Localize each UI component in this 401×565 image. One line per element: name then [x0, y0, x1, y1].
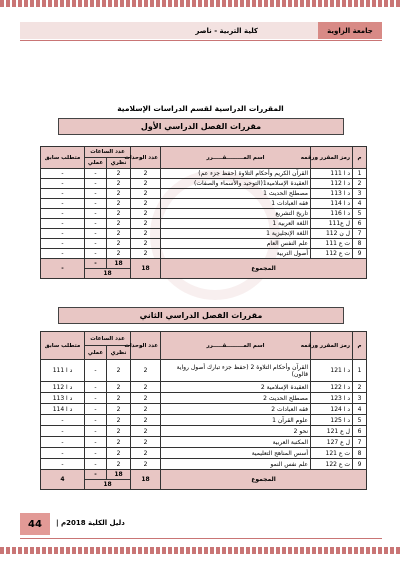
cell-practical: -: [85, 437, 107, 448]
cell-practical: -: [85, 249, 107, 259]
cell-units: 2: [131, 239, 161, 249]
cell-prereq: -: [41, 219, 85, 229]
cell-num: 4: [353, 404, 367, 415]
cell-code: ل ع 127: [311, 437, 353, 448]
cell-practical: -: [85, 219, 107, 229]
cell-units: 2: [131, 179, 161, 189]
semester-2-title: مقررات الفصل الدراسي الثاني: [58, 307, 344, 324]
cell-units: 2: [131, 415, 161, 426]
total-hours: 18: [85, 269, 131, 279]
cell-num: 8: [353, 448, 367, 459]
header-code: رمز المقرر ورقمه: [311, 147, 353, 169]
cell-prereq: -: [41, 448, 85, 459]
cell-theory: 2: [107, 199, 131, 209]
cell-prereq: -: [41, 249, 85, 259]
cell-practical: -: [85, 426, 107, 437]
total-row: [41, 259, 367, 269]
cell-code: د ا 125: [311, 415, 353, 426]
cell-theory: 2: [107, 393, 131, 404]
cell-practical: -: [85, 209, 107, 219]
decorative-border-bottom: [0, 547, 401, 554]
cell-theory: 2: [107, 249, 131, 259]
cell-prereq: -: [41, 209, 85, 219]
cell-theory: 2: [107, 169, 131, 179]
cell-name: القرآن وأحكام التلاوة 2 (حفظ جزء تبارك أصول رواية قالون): [161, 360, 311, 382]
total-prereq: -: [41, 259, 85, 279]
cell-name: مصطلح الحديث 2: [161, 393, 311, 404]
header-prereq: متطلب سابق: [41, 147, 85, 169]
table-row: [41, 219, 367, 229]
cell-prereq: د ا 114: [41, 404, 85, 415]
cell-num: 6: [353, 219, 367, 229]
cell-name: اللغة العربية 1: [161, 219, 311, 229]
cell-num: 9: [353, 459, 367, 470]
table-row: [41, 189, 367, 199]
cell-name: تاريخ التشريع: [161, 209, 311, 219]
total-theory: 18: [107, 259, 131, 269]
cell-num: 8: [353, 239, 367, 249]
cell-num: 5: [353, 209, 367, 219]
cell-units: 2: [131, 249, 161, 259]
semester-1-title: مقررات الفصل الدراسي الأول: [58, 118, 344, 135]
header-theory: نظري: [107, 158, 131, 169]
cell-practical: -: [85, 179, 107, 189]
cell-num: 2: [353, 382, 367, 393]
table-row: [41, 437, 367, 448]
cell-prereq: -: [41, 459, 85, 470]
cell-name: فقه العبادات 2: [161, 404, 311, 415]
cell-theory: 2: [107, 209, 131, 219]
cell-units: 2: [131, 199, 161, 209]
cell-practical: -: [85, 382, 107, 393]
table-row: [41, 415, 367, 426]
table-row: [41, 249, 367, 259]
cell-units: 2: [131, 360, 161, 382]
cell-name: العقيدة الإسلامية1(التوحيد والأسماء والصفات): [161, 179, 311, 189]
cell-code: ل ن 112: [311, 229, 353, 239]
header-name: اسم المـــــــــقـــــرر: [161, 332, 311, 360]
header-num: م: [353, 147, 367, 169]
cell-theory: 2: [107, 459, 131, 470]
header-code: رمز المقرر ورقمه: [311, 332, 353, 360]
header-practical: عملي: [85, 346, 107, 360]
cell-name: فقه العبادات 1: [161, 199, 311, 209]
cell-code: د ا 121: [311, 360, 353, 382]
cell-units: 2: [131, 229, 161, 239]
total-practical: -: [85, 259, 107, 269]
page-title: المقررات الدراسية لقسم الدراسات الإسلامية: [117, 104, 284, 113]
cell-theory: 2: [107, 426, 131, 437]
table-row: [41, 199, 367, 209]
total-practical: -: [85, 470, 107, 480]
cell-code: د ا 113: [311, 189, 353, 199]
cell-theory: 2: [107, 179, 131, 189]
table-row: [41, 229, 367, 239]
cell-code: د ا 122: [311, 382, 353, 393]
cell-theory: 2: [107, 219, 131, 229]
cell-theory: 2: [107, 229, 131, 239]
cell-name: نحو 2: [161, 426, 311, 437]
header-theory: نظري: [107, 346, 131, 360]
cell-theory: 2: [107, 437, 131, 448]
cell-num: 9: [353, 249, 367, 259]
cell-units: 2: [131, 437, 161, 448]
total-label: المجموع: [161, 470, 367, 490]
cell-practical: -: [85, 169, 107, 179]
decorative-border-top: [0, 0, 401, 7]
cell-name: القرآن الكريم وأحكام التلاوة (حفظ جزء عم): [161, 169, 311, 179]
semester-1-table: [40, 146, 367, 279]
total-row: [41, 470, 367, 480]
header-units: عدد الوحدات: [131, 332, 161, 360]
cell-name: أسس المناهج التعليمية: [161, 448, 311, 459]
cell-practical: -: [85, 239, 107, 249]
cell-prereq: -: [41, 199, 85, 209]
cell-prereq: -: [41, 415, 85, 426]
header-hours: عدد الساعات: [85, 147, 131, 158]
cell-units: 2: [131, 382, 161, 393]
cell-practical: -: [85, 393, 107, 404]
header-hours: عدد الساعات: [85, 332, 131, 346]
cell-code: ت ع 122: [311, 459, 353, 470]
cell-code: د ا 111: [311, 169, 353, 179]
cell-code: ل ع 121: [311, 426, 353, 437]
header-divider: [20, 40, 382, 41]
cell-theory: 2: [107, 360, 131, 382]
university-name: جامعة الزاوية: [318, 22, 382, 39]
cell-num: 2: [353, 179, 367, 189]
cell-name: مصطلح الحديث 1: [161, 189, 311, 199]
cell-theory: 2: [107, 382, 131, 393]
cell-code: د ا 123: [311, 393, 353, 404]
total-units: 18: [131, 259, 161, 279]
cell-units: 2: [131, 459, 161, 470]
total-theory: 18: [107, 470, 131, 480]
total-prereq: 4: [41, 470, 85, 490]
cell-name: علم النفس العام: [161, 239, 311, 249]
header-num: م: [353, 332, 367, 360]
table-row: [41, 169, 367, 179]
cell-code: ت ع 111: [311, 239, 353, 249]
cell-theory: 2: [107, 404, 131, 415]
cell-theory: 2: [107, 239, 131, 249]
table-row: [41, 393, 367, 404]
cell-prereq: -: [41, 179, 85, 189]
footer-text: دليل الكلية 2018م |: [56, 519, 125, 527]
cell-code: د ا 112: [311, 179, 353, 189]
cell-practical: -: [85, 199, 107, 209]
cell-code: ت ع 112: [311, 249, 353, 259]
cell-practical: -: [85, 448, 107, 459]
cell-prereq: -: [41, 229, 85, 239]
cell-practical: -: [85, 459, 107, 470]
cell-name: علوم القرآن 1: [161, 415, 311, 426]
cell-units: 2: [131, 393, 161, 404]
cell-prereq: -: [41, 189, 85, 199]
total-label: المجموع: [161, 259, 367, 279]
cell-practical: -: [85, 360, 107, 382]
cell-prereq: د ا 113: [41, 393, 85, 404]
cell-units: 2: [131, 404, 161, 415]
cell-num: 5: [353, 415, 367, 426]
semester-2-table: [40, 331, 367, 490]
cell-units: 2: [131, 219, 161, 229]
table-row: [41, 382, 367, 393]
cell-name: علم نفس النمو: [161, 459, 311, 470]
cell-num: 1: [353, 360, 367, 382]
cell-theory: 2: [107, 415, 131, 426]
cell-code: د ا 124: [311, 404, 353, 415]
cell-theory: 2: [107, 189, 131, 199]
cell-name: المكتبة العربية: [161, 437, 311, 448]
cell-num: 1: [353, 169, 367, 179]
cell-theory: 2: [107, 448, 131, 459]
total-hours: 18: [85, 480, 131, 490]
table-row: [41, 209, 367, 219]
cell-code: ل ع111: [311, 219, 353, 229]
cell-units: 2: [131, 189, 161, 199]
college-name: كلية التربية - ناصر: [20, 22, 318, 39]
cell-practical: -: [85, 229, 107, 239]
table-row: [41, 360, 367, 382]
cell-name: العقيدة الإسلامية 2: [161, 382, 311, 393]
cell-num: 3: [353, 393, 367, 404]
table-row: [41, 239, 367, 249]
cell-units: 2: [131, 426, 161, 437]
cell-name: أصول التربية: [161, 249, 311, 259]
cell-units: 2: [131, 448, 161, 459]
cell-name: اللغة الإنجليزية 1: [161, 229, 311, 239]
cell-num: 3: [353, 189, 367, 199]
header-practical: عملي: [85, 158, 107, 169]
cell-prereq: -: [41, 239, 85, 249]
cell-prereq: -: [41, 169, 85, 179]
header-name: اسم المـــــــــقـــــرر: [161, 147, 311, 169]
cell-units: 2: [131, 169, 161, 179]
table-row: [41, 459, 367, 470]
footer-divider: [20, 538, 382, 539]
cell-prereq: د ا 111: [41, 360, 85, 382]
cell-practical: -: [85, 404, 107, 415]
page-number: 44: [20, 513, 50, 535]
header-prereq: متطلب سابق: [41, 332, 85, 360]
cell-code: د ا 114: [311, 199, 353, 209]
cell-practical: -: [85, 189, 107, 199]
cell-prereq: د ا 112: [41, 382, 85, 393]
cell-num: 7: [353, 437, 367, 448]
cell-num: 7: [353, 229, 367, 239]
page-header: [20, 22, 382, 39]
cell-units: 2: [131, 209, 161, 219]
cell-num: 4: [353, 199, 367, 209]
table-row: [41, 179, 367, 189]
total-units: 18: [131, 470, 161, 490]
cell-code: د ا 116: [311, 209, 353, 219]
cell-prereq: -: [41, 426, 85, 437]
cell-code: ت ع 121: [311, 448, 353, 459]
header-units: عدد الوحدات: [131, 147, 161, 169]
cell-num: 6: [353, 426, 367, 437]
table-row: [41, 404, 367, 415]
table-row: [41, 448, 367, 459]
cell-practical: -: [85, 415, 107, 426]
table-row: [41, 426, 367, 437]
cell-prereq: -: [41, 437, 85, 448]
